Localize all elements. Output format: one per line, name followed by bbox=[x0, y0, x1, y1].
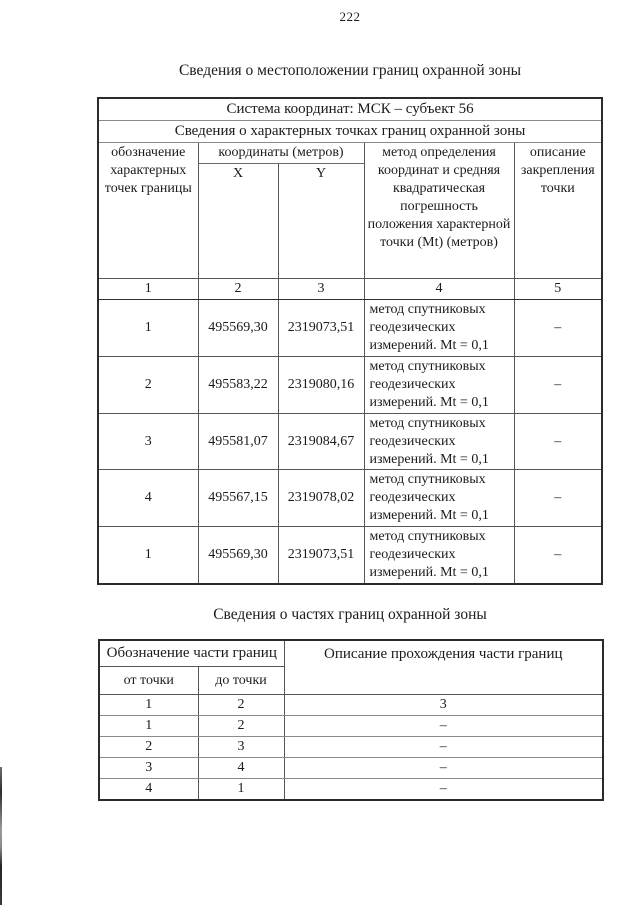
mark-cell: – bbox=[514, 470, 602, 527]
column-number-row bbox=[99, 695, 603, 716]
mark-cell: – bbox=[514, 413, 602, 470]
header-x: X bbox=[198, 164, 278, 279]
method-cell: метод спутниковых геодезических измерений. Mt = 0,1 bbox=[364, 413, 514, 470]
table-subtitle-row bbox=[98, 121, 602, 143]
header-from-point: от точки bbox=[99, 667, 198, 695]
column-number-row bbox=[98, 279, 602, 300]
y-cell: 2319080,16 bbox=[278, 357, 364, 414]
point-cell: 4 bbox=[98, 470, 198, 527]
method-cell: метод спутниковых геодезических измерений. Mt = 0,1 bbox=[364, 300, 514, 357]
x-cell: 495567,15 bbox=[198, 470, 278, 527]
table-row bbox=[98, 357, 602, 414]
table-row bbox=[99, 716, 603, 737]
from-cell: 1 bbox=[99, 716, 198, 737]
col-number: 3 bbox=[284, 695, 603, 716]
table-row bbox=[98, 300, 602, 357]
x-cell: 495569,30 bbox=[198, 527, 278, 584]
coord-system-row bbox=[98, 98, 602, 121]
from-cell: 4 bbox=[99, 779, 198, 800]
col-number: 1 bbox=[98, 279, 198, 300]
col-number: 3 bbox=[278, 279, 364, 300]
method-cell: метод спутниковых геодезических измерений. Mt = 0,1 bbox=[364, 527, 514, 584]
table-row bbox=[98, 470, 602, 527]
document-content bbox=[97, 0, 603, 801]
y-cell: 2319078,02 bbox=[278, 470, 364, 527]
page-number: 222 bbox=[339, 9, 361, 24]
table-subtitle-cell: Сведения о характерных точках границ охранной зоны bbox=[98, 121, 602, 143]
desc-cell: – bbox=[284, 716, 603, 737]
table-row bbox=[98, 527, 602, 584]
scan-artifact-line bbox=[0, 767, 2, 905]
mark-cell: – bbox=[514, 357, 602, 414]
table-row bbox=[99, 779, 603, 800]
point-cell: 1 bbox=[98, 300, 198, 357]
point-cell: 1 bbox=[98, 527, 198, 584]
mark-cell: – bbox=[514, 300, 602, 357]
col-number: 5 bbox=[514, 279, 602, 300]
table-row bbox=[99, 737, 603, 758]
mark-cell: – bbox=[514, 527, 602, 584]
point-cell: 3 bbox=[98, 413, 198, 470]
header-to-point: до точки bbox=[198, 667, 284, 695]
y-cell: 2319073,51 bbox=[278, 527, 364, 584]
header-y: Y bbox=[278, 164, 364, 279]
desc-cell: – bbox=[284, 758, 603, 779]
desc-cell: – bbox=[284, 779, 603, 800]
table-row bbox=[99, 758, 603, 779]
coord-system-cell: Система координат: МСК – субъект 56 bbox=[98, 98, 602, 121]
section2-title: Сведения о частях границ охранной зоны bbox=[213, 605, 487, 623]
col-number: 1 bbox=[99, 695, 198, 716]
x-cell: 495569,30 bbox=[198, 300, 278, 357]
header-description: описание закрепления точки bbox=[514, 143, 602, 279]
column-header-row bbox=[98, 143, 602, 164]
header-part-designation: Обозначение части границ bbox=[99, 640, 284, 667]
to-cell: 1 bbox=[198, 779, 284, 800]
to-cell: 4 bbox=[198, 758, 284, 779]
y-cell: 2319073,51 bbox=[278, 300, 364, 357]
header-point-designation: обозначение характерных точек границы bbox=[98, 143, 198, 279]
method-cell: метод спутниковых геодезических измерений. Mt = 0,1 bbox=[364, 357, 514, 414]
section1-title: Сведения о местоположении границ охранной зоны bbox=[178, 62, 522, 79]
method-cell: метод спутниковых геодезических измерений. Mt = 0,1 bbox=[364, 470, 514, 527]
x-cell: 495583,22 bbox=[198, 357, 278, 414]
to-cell: 3 bbox=[198, 737, 284, 758]
col-number: 2 bbox=[198, 279, 278, 300]
desc-cell: – bbox=[284, 737, 603, 758]
table-row bbox=[98, 413, 602, 470]
col-number: 2 bbox=[198, 695, 284, 716]
from-cell: 3 bbox=[99, 758, 198, 779]
y-cell: 2319084,67 bbox=[278, 413, 364, 470]
to-cell: 2 bbox=[198, 716, 284, 737]
from-cell: 2 bbox=[99, 737, 198, 758]
col-number: 4 bbox=[364, 279, 514, 300]
parts-header-row bbox=[99, 640, 603, 667]
header-part-description: Описание прохождения части границ bbox=[284, 640, 603, 695]
point-cell: 2 bbox=[98, 357, 198, 414]
x-cell: 495581,07 bbox=[198, 413, 278, 470]
boundary-points-table bbox=[97, 97, 603, 585]
boundary-parts-table bbox=[98, 639, 604, 801]
header-method: метод определения координат и средняя квадратическая погрешность положения характерной точки (Mt) (метров) bbox=[364, 143, 514, 279]
header-coordinates: координаты (метров) bbox=[198, 143, 364, 164]
